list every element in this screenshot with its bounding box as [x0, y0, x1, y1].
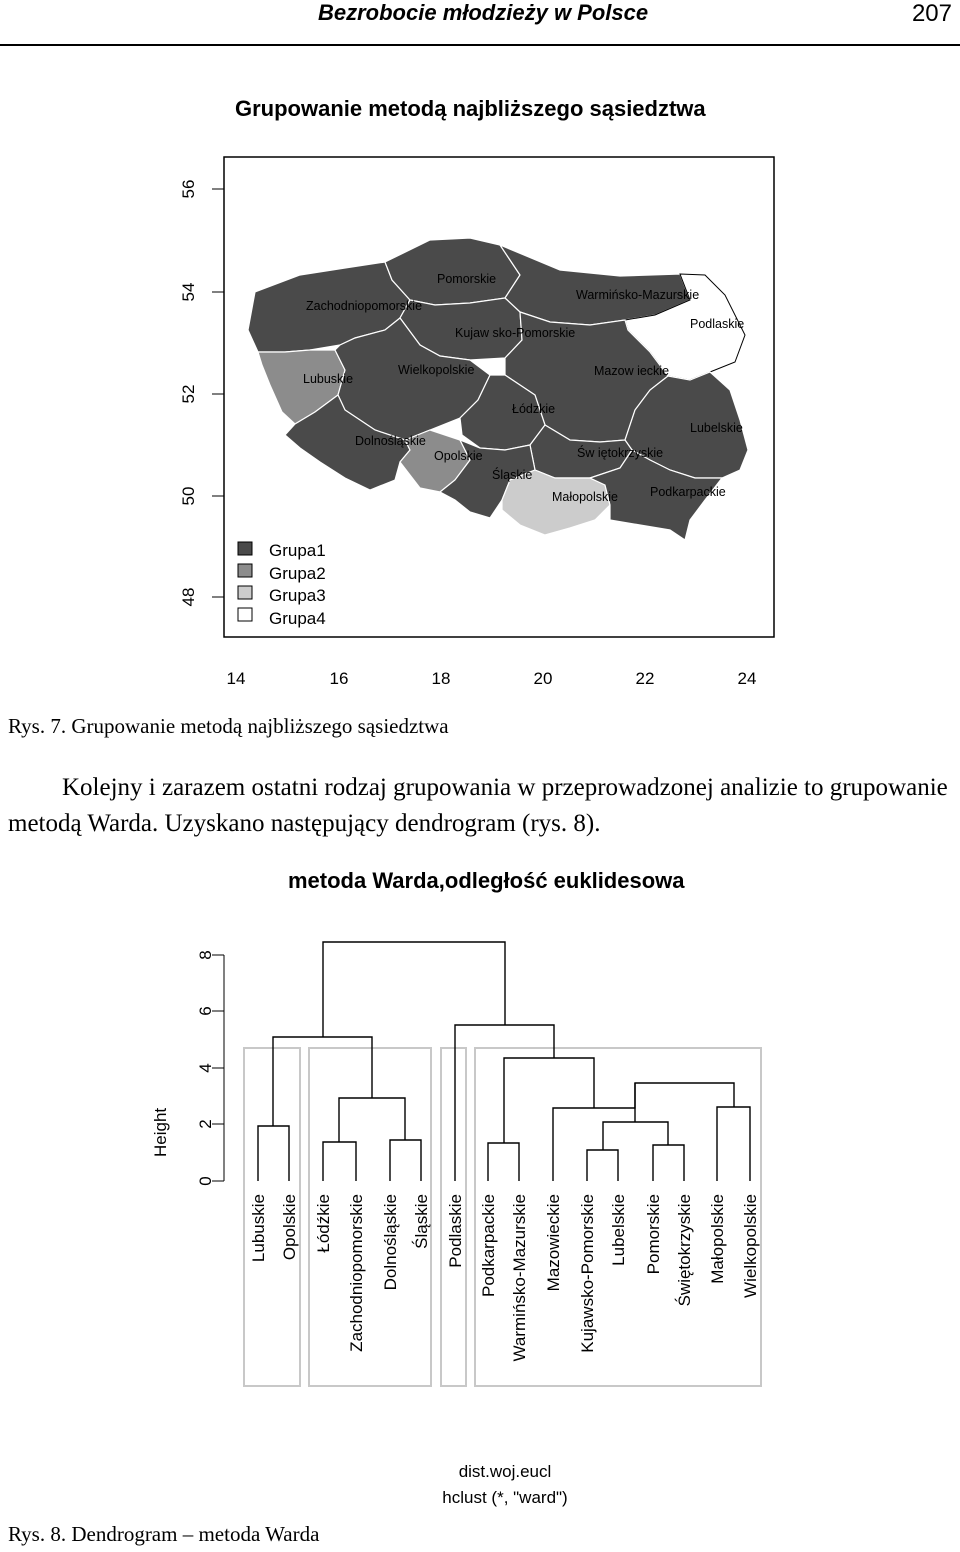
region-label: Lubelskie — [690, 421, 743, 435]
map-x-tick: 20 — [533, 669, 553, 688]
region-label: Św iętokrzyskie — [577, 446, 664, 460]
dendrogram-y-tick: 0 — [196, 1176, 215, 1186]
legend-swatch-grupa3 — [238, 586, 252, 599]
map-title: Grupowanie metodą najbliższego sąsiedztwa — [235, 96, 706, 121]
region-label: Lubuskie — [303, 372, 354, 386]
running-title: Bezrobocie młodzieży w Polsce — [318, 0, 649, 25]
legend-swatch-grupa1 — [238, 542, 252, 555]
branch — [717, 1107, 750, 1181]
leaf-label: Mazowieckie — [544, 1194, 563, 1292]
leaf-label: Łódźkie — [314, 1194, 333, 1253]
region-label: Mazow ieckie — [594, 364, 670, 378]
leaf-label: Lubuskie — [249, 1194, 268, 1263]
map-x-tick: 14 — [226, 669, 246, 688]
region-label: Małopolskie — [552, 490, 619, 504]
map-y-axis — [179, 180, 224, 607]
map-figure — [0, 0, 960, 700]
legend-swatch-grupa4 — [238, 608, 252, 621]
dendrogram-sub2: hclust (*, "ward") — [442, 1488, 568, 1507]
leaf-label: Świętokrzyskie — [675, 1194, 694, 1307]
leaf-label: Śląskie — [412, 1194, 431, 1249]
region-label: Opolskie — [434, 449, 483, 463]
dendrogram-title: metoda Warda,odległość euklidesowa — [288, 868, 685, 893]
branch — [587, 1150, 618, 1181]
legend-label: Grupa1 — [269, 541, 326, 560]
branch — [273, 1037, 372, 1126]
dendrogram-leaves — [249, 1194, 760, 1362]
branch — [323, 942, 505, 1037]
legend-label: Grupa2 — [269, 564, 326, 583]
map-caption: Rys. 7. Grupowanie metodą najbliższego sąsiedztwa — [8, 714, 449, 738]
map-y-tick: 50 — [179, 486, 198, 506]
map-y-tick: 54 — [179, 282, 198, 302]
region-label: Kujaw sko-Pomorskie — [455, 326, 576, 340]
page-number: 207 — [911, 0, 952, 27]
dendrogram-y-tick: 2 — [196, 1119, 215, 1129]
branch — [603, 1122, 668, 1150]
legend-swatch-grupa2 — [238, 564, 252, 577]
map-x-axis — [227, 669, 757, 688]
map-x-tick: 18 — [431, 669, 451, 688]
leaf-label: Warmińsko-Mazurskie — [510, 1194, 529, 1362]
leaf-label: Podlaskie — [446, 1194, 465, 1268]
map-x-tick: 24 — [737, 669, 757, 688]
branch — [635, 1083, 734, 1122]
branch — [258, 1126, 289, 1181]
dendrogram-y-tick: 8 — [196, 950, 215, 960]
leaf-label: Pomorskie — [644, 1194, 663, 1275]
branch — [504, 1058, 594, 1143]
region-label: Zachodniopomorskie — [306, 299, 423, 313]
map-legend — [238, 541, 326, 628]
map-x-tick: 16 — [329, 669, 349, 688]
region-label: Pomorskie — [437, 272, 497, 286]
map-y-tick: 52 — [179, 384, 198, 404]
region-label: Warmińsko-Mazurskie — [576, 288, 700, 302]
leaf-label: Opolskie — [280, 1194, 299, 1261]
region-label: Śląskie — [492, 468, 533, 482]
region-label: Łódzkie — [512, 402, 556, 416]
dendrogram-sub1: dist.woj.eucl — [458, 1462, 552, 1481]
dendrogram-figure — [0, 900, 960, 1460]
branch — [339, 1098, 405, 1142]
leaf-label: Dolnośląskie — [381, 1194, 400, 1291]
legend-label: Grupa3 — [269, 586, 326, 605]
dendrogram-y-axis — [151, 950, 224, 1185]
dendrogram-branches — [258, 942, 750, 1181]
region-label: Podkarpackie — [650, 485, 726, 499]
region-label: Wielkopolskie — [398, 363, 475, 377]
dendrogram-y-tick: 4 — [196, 1063, 215, 1073]
legend-label: Grupa4 — [269, 609, 326, 628]
branch — [390, 1140, 421, 1181]
branch — [488, 1143, 519, 1181]
dendrogram-ylabel: Height — [151, 1107, 170, 1157]
map-y-tick: 56 — [179, 179, 198, 199]
body-paragraph: Kolejny i zarazem ostatni rodzaj grupowania w przeprowadzonej analizie to grupowanie metodą Warda. Uzyskano następujący dendrogram (rys. 8). — [8, 774, 948, 837]
map-x-tick: 22 — [635, 669, 655, 688]
leaf-label: Podkarpackie — [479, 1194, 498, 1298]
region-label: Dolnośląskie — [355, 434, 426, 448]
dendrogram-y-tick: 6 — [196, 1006, 215, 1016]
leaf-label: Kujawsko-Pomorskie — [578, 1194, 597, 1353]
dendrogram-caption: Rys. 8. Dendrogram – metoda Warda — [8, 1522, 320, 1546]
leaf-label: Małopolskie — [708, 1194, 727, 1284]
leaf-label: Zachodniopomorskie — [347, 1194, 366, 1352]
map-y-tick: 48 — [179, 587, 198, 607]
branch — [323, 1142, 356, 1181]
leaf-label: Lubelskie — [609, 1194, 628, 1266]
leaf-label: Wielkopolskie — [741, 1194, 760, 1298]
branch — [653, 1145, 684, 1181]
region-label: Podlaskie — [690, 317, 745, 331]
